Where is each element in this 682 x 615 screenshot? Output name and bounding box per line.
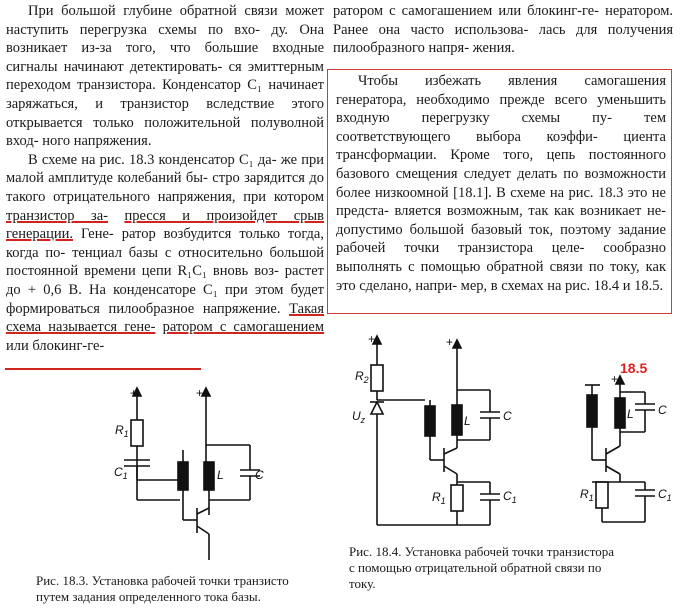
plus-sign: + [130,386,138,400]
label-r1: $R_1$ [432,490,446,506]
caption-fig-184: Рис. 18.4. Установка рабочей точки транзистора с помощью отрицательной обратной связи по току. [349,544,614,591]
paragraph-continued: ратором с самогашением или блокинг-ге- нератором. Ранее она часто использова- лась для получения пилообразного напря- жения. [333,3,674,57]
label-c1: $C_1$ [658,487,672,503]
paragraph-self-quenching: Чтобы избежать явления самогашения генератора, необходимо прежде всего уменьшить входную перегрузку схемы пу- тем соответствующего выбора коэффи- циента трансформации. Кроме того, цепь постоянного базового смещения следует делать по возможности более низкоомной [18.1]. В схеме на рис. 18.3 это не предста- вляется возможным, так как возникает не- допустимо большой базовый ток, поэтому задание рабочей точки транзистора целе- сообразно выполнять с помощью обратной связи по току, как это сделано, напри- мер, в схемах на рис. 18.4 и 18.5. [336,73,667,294]
underlined-phrase: пресся и произойдет срыв генерации. [6,207,324,243]
label-l: L [627,407,634,421]
label-c: C [255,468,264,482]
plus-sign: + [446,335,454,349]
label-l: L [464,414,471,428]
underlined-phrase: Такая схема называется гене- [6,300,325,336]
label-c: C [658,403,667,417]
label-r1: $R_1$ [580,487,594,503]
label-c: C [503,409,512,423]
label-l: L [217,468,224,482]
plus-sign: + [196,386,204,400]
underlined-phrase: транзистор за- [6,207,108,224]
caption-fig-183: Рис. 18.3. Установка рабочей точки транзисто путем задания определенного тока базы. [36,573,289,604]
paragraph-fig-183: В схеме на рис. 18.3 конденсатор C₁ да- же при малой амплитуде колебаний бы- стро зарядится до такого отрицательного напряжения, при котором транзистор за- пресся и произойдет срыв генерации. Гене- ратор возбудится только тогда, когда по- тенциал базы с относительно большой постоянной времени цепи R₁C₁ вновь воз- растет до + 0,6 В. На конденсаторе C₁ при этом будет формироваться пилообразное напряжение. Такая схема называется гене- ратором с самогашением или блокинг-ге- [6,151,325,354]
underlined-phrase: ратором с самогашением [162,319,325,336]
paragraph-overload: При большой глубине обратной связи может наступить перегрузка схемы по вхо- ду. Она возникает из-за того, что большие входные сигналы начинают детектировать- ся эмиттерным переходом транзистора. Конденсатор C₁ начинает заряжаться, и транзистор вследствие этого открывается только положительной полуволной вход- ного напряжения. [6,3,325,150]
label-r1: $R_1$ [115,423,129,439]
label-uz: $U_z$ [352,409,366,425]
label-r2: $R_2$ [355,369,369,385]
fig-185-label: 18.5 [620,360,648,376]
plus-sign: + [368,332,376,346]
label-c1: $C_1$ [114,465,128,481]
label-c1: $C_1$ [503,489,517,505]
plus-sign: + [611,372,619,386]
